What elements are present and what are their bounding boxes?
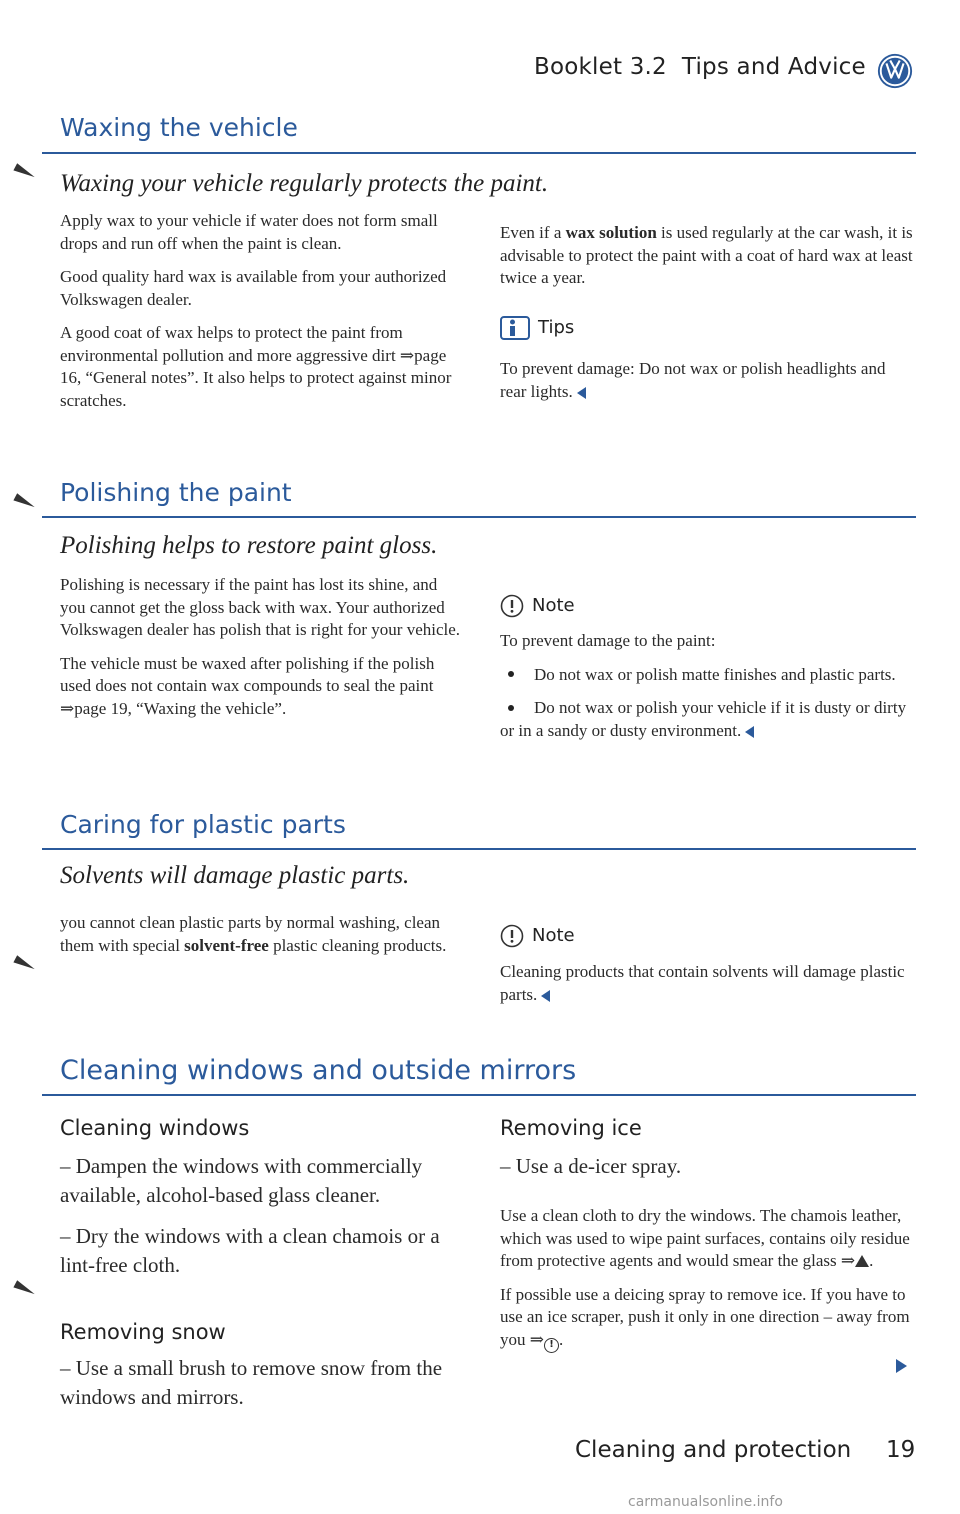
- tips-text-block: [500, 358, 915, 414]
- tips-heading: Tips: [500, 316, 574, 340]
- info-icon: [500, 316, 530, 340]
- margin-arrow-icon: [13, 1280, 36, 1297]
- note-text: Cleaning products that contain solvents will damage plastic parts.: [500, 962, 905, 1004]
- warning-triangle-icon: [855, 1255, 869, 1267]
- waxing-right-column: [500, 222, 915, 301]
- vw-logo-icon: [876, 52, 914, 90]
- paragraph: A good coat of wax helps to protect the paint from environmental pollution and more aggressive dirt ⇒page 16, “General notes”. It also helps to protect against minor scratches.: [60, 323, 452, 410]
- bullet-icon: [508, 705, 514, 711]
- paragraph: Polishing is necessary if the paint has lost its shine, and you cannot get the gloss back with wax. Your authorized Volkswagen dealer has polish that is right for your vehicle.: [60, 575, 461, 639]
- paragraph: Apply wax to your vehicle if water does not form small drops and run off when the paint is clean.: [60, 211, 438, 253]
- plastic-note-block: [500, 961, 910, 1017]
- caution-circle-icon: !: [544, 1338, 559, 1353]
- snow-steps: [60, 1354, 465, 1412]
- page-number: 19: [886, 1437, 916, 1463]
- tips-text: To prevent damage: Do not wax or polish headlights and rear lights.: [500, 359, 886, 401]
- section-rule: [42, 516, 916, 518]
- note-intro: To prevent damage to the paint:: [500, 631, 716, 650]
- section-title-waxing: Waxing the vehicle: [60, 113, 298, 142]
- section-subtitle-waxing: Waxing your vehicle regularly protects the paint.: [60, 170, 549, 197]
- subheading-removing-snow: Removing snow: [60, 1320, 226, 1344]
- end-marker-icon: [745, 726, 754, 738]
- step-item: – Use a de-icer spray.: [500, 1154, 682, 1178]
- subheading-removing-ice: Removing ice: [500, 1116, 642, 1140]
- caution-icon: [500, 594, 524, 618]
- section-title-polishing: Polishing the paint: [60, 478, 292, 507]
- section-title-plastic: Caring for plastic parts: [60, 810, 346, 839]
- paragraph: If possible use a deicing spray to remove ice. If you have to use an ice scraper, push it only in one direction – away from you ⇒ ! .: [500, 1284, 910, 1353]
- section-rule: [42, 848, 916, 850]
- step-item: – Dampen the windows with commercially available, alcohol-based glass cleaner.: [60, 1154, 423, 1207]
- paragraph: The vehicle must be waxed after polishing if the polish used does not contain wax compounds to seal the paint ⇒page 19, “Waxing the vehicle”.: [60, 653, 435, 718]
- section-subtitle-plastic: Solvents will damage plastic parts.: [60, 862, 410, 889]
- section-rule: [42, 152, 916, 154]
- waxing-left-column: [60, 210, 468, 423]
- footer-chapter: Cleaning and protection: [575, 1437, 852, 1463]
- section-subtitle-polishing: Polishing helps to restore paint gloss.: [60, 532, 438, 559]
- end-marker-icon: [577, 387, 586, 399]
- bullet-icon: [508, 671, 514, 677]
- subheading-cleaning-windows: Cleaning windows: [60, 1116, 250, 1140]
- paragraph: Even if a wax solution is used regularly at the car wash, it is advisable to protect the paint with a coat of hard wax at least twice a year.: [500, 223, 913, 287]
- paragraph: Good quality hard wax is available from your authorized Volkswagen dealer.: [60, 267, 447, 309]
- end-marker-icon: [541, 990, 550, 1002]
- paragraph: you cannot clean plastic parts by normal washing, clean them with special solvent-free plastic cleaning products.: [60, 913, 447, 955]
- continue-arrow-icon: [896, 1359, 907, 1373]
- polishing-note-block: [500, 630, 915, 753]
- margin-arrow-icon: [13, 163, 36, 180]
- plastic-left-column: [60, 912, 460, 968]
- watermark: carmanualsonline.info: [628, 1494, 783, 1510]
- list-item: Do not wax or polish matte finishes and plastic parts.: [500, 664, 915, 687]
- page-header: [534, 52, 934, 88]
- note-heading: Note: [500, 924, 575, 948]
- margin-arrow-icon: [13, 955, 36, 972]
- caution-icon: [500, 924, 524, 948]
- ice-steps: [500, 1152, 915, 1181]
- note-heading: Note: [500, 594, 575, 618]
- step-item: – Use a small brush to remove snow from the windows and mirrors.: [60, 1356, 443, 1409]
- cleaning-steps: [60, 1152, 465, 1280]
- step-item: – Dry the windows with a clean chamois or a lint-free cloth.: [60, 1224, 440, 1277]
- margin-arrow-icon: [13, 493, 36, 510]
- polishing-left-column: [60, 574, 465, 731]
- section-rule: [42, 1094, 916, 1096]
- paragraph: Use a clean cloth to dry the windows. The chamois leather, which was used to wipe paint surfaces, contains oily residue from protective agents and would smear the glass ⇒ .: [500, 1206, 910, 1270]
- ice-paragraphs: [500, 1205, 910, 1364]
- list-item: Do not wax or polish your vehicle if it is dusty or dirty or in a sandy or dusty environment.: [500, 698, 907, 740]
- header-title: Booklet 3.2 Tips and Advice: [534, 54, 866, 80]
- section-title-windows: Cleaning windows and outside mirrors: [60, 1055, 577, 1086]
